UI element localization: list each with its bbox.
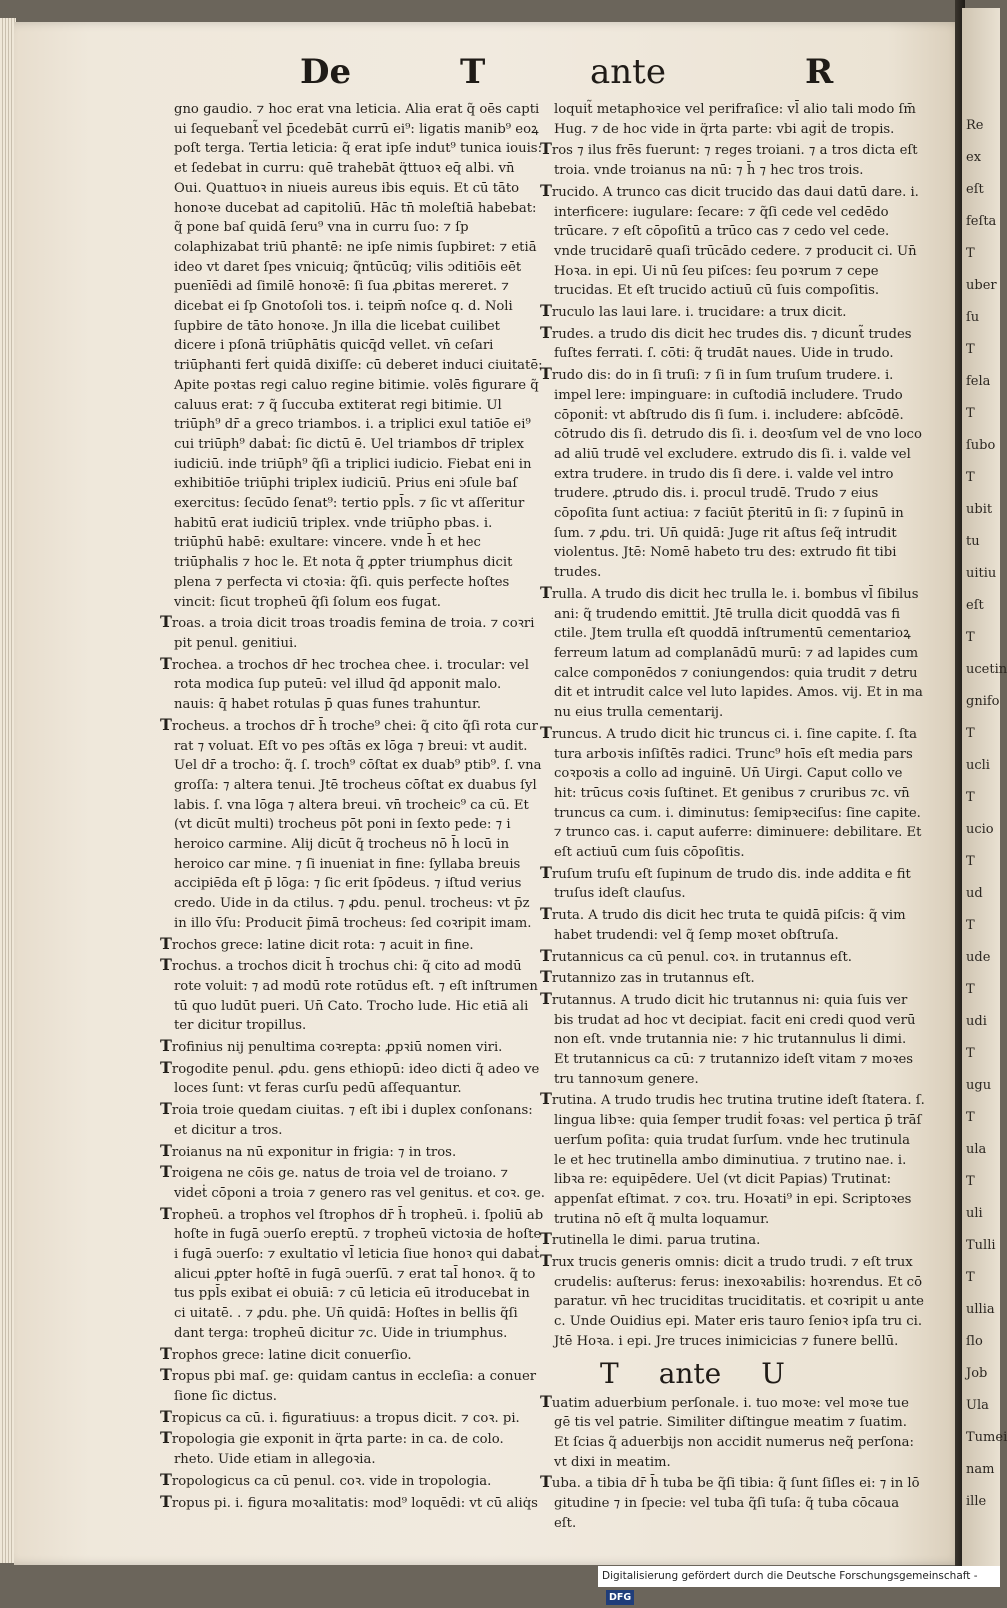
- next-page-fragment: ſu: [966, 310, 980, 325]
- next-page-fragment: eſt: [966, 598, 984, 613]
- next-page-fragment: T: [966, 726, 975, 741]
- entry-text: rucido. A trunco cas dicit trucido das daui datū dare. i. interficere: iugulare: ſecare: ⁊ q̃ſi cede vel cedēdo trūcare. ⁊ eſt cōpoſitū a trūco cas ⁊ cedo vel cede. vnde trucidarē quaſi trūcādo cedere. ⁊ producit ci. Un̄ Hoꝛa. in epi. Ui nū ſeu piſces: ſeu poꝛrum ⁊ cepe trucidas. Et eſt trucido actiuū cū ſuis compoſitis.: [551, 184, 919, 299]
- dictionary-entry: [160, 955, 545, 1036]
- next-page-fragment: T: [966, 982, 975, 997]
- dictionary-entry: [540, 364, 925, 583]
- entry-initial: T: [160, 1057, 172, 1077]
- dictionary-entry: [160, 1470, 545, 1492]
- entry-text: roigena ne cōis ge. natus de troia vel de troiano. ⁊ videṫ cōponi a troia ⁊ genero ras vel genitus. et coꝛ. ge.: [171, 1166, 545, 1201]
- next-page-fragment: T: [966, 246, 975, 261]
- dictionary-entry: [160, 1058, 545, 1099]
- entry-text: ropicus ca cū. i. figuratiuus: a tropus dicit. ⁊ coꝛ. pi.: [171, 1410, 520, 1426]
- entry-initial: T: [540, 1391, 552, 1411]
- next-page-fragment: Tumei: [966, 1430, 1007, 1445]
- entry-initial: T: [160, 1491, 172, 1511]
- dfg-logo: DFG: [606, 1590, 634, 1605]
- entry-initial: T: [540, 862, 552, 882]
- dictionary-entry: [540, 301, 925, 323]
- next-page-fragment: udi: [966, 1014, 987, 1029]
- dictionary-entry: [160, 654, 545, 715]
- entry-initial: T: [540, 1472, 552, 1492]
- next-page-fragment: T: [966, 630, 975, 645]
- entry-text: rochos grece: latine dicit rota: ⁊ acuit in fine.: [171, 937, 474, 953]
- next-page-fragment: ugu: [966, 1078, 992, 1093]
- entry-text: rogodite penul. ꝓdu. gens ethiopū: ideo dicti q̃ adeo ve loces ſunt: vt feras curſu pedū aſſequantur.: [171, 1061, 540, 1097]
- entry-initial: T: [160, 612, 172, 632]
- next-page-fragment: Ula: [966, 1398, 989, 1413]
- entry-initial: T: [160, 1203, 172, 1223]
- next-page-edge: [962, 8, 1007, 1568]
- entry-text: uatim aduerbium perſonale. i. tuo moꝛe: vel moꝛe tue gē tis vel patrie. Similiter diſtingue meatim ⁊ ſuatim. Et ſcias q̃ aduerbijs non accidit numerus neq̃ perſona: vt dixi in meatim.: [551, 1395, 914, 1470]
- entry-text: ruculo las laui lare. i. trucidare: a trux dicit.: [551, 305, 847, 321]
- dictionary-entry: [160, 1036, 545, 1058]
- entry-initial: T: [540, 945, 552, 965]
- running-head-right-letter: R: [805, 52, 834, 92]
- entry-initial: T: [540, 1251, 552, 1271]
- dictionary-entry: [540, 1472, 925, 1533]
- dictionary-entry: [540, 323, 925, 364]
- entry-initial: T: [160, 1365, 172, 1385]
- entry-initial: T: [540, 904, 552, 924]
- dictionary-entry: [160, 1428, 545, 1469]
- next-page-fragment: T: [966, 790, 975, 805]
- next-page-fragment: gnifo: [966, 694, 1000, 709]
- next-page-fragment: T: [966, 1046, 975, 1061]
- next-page-fragment: uber: [966, 278, 997, 293]
- entry-initial: T: [160, 653, 172, 673]
- entry-text: ropologia gie exponit in q̈rta parte: in ca. de colo. rheto. Uide etiam in allegoꝛia.: [171, 1432, 504, 1468]
- entry-initial: T: [540, 322, 552, 342]
- entry-text: ropus pbi maſ. ge: quidam cantus in eccleſia: a conuer ſione ſic dictus.: [171, 1369, 537, 1404]
- entry-initial: T: [540, 722, 552, 742]
- next-page-fragment: ud: [966, 886, 983, 901]
- dictionary-entry: [160, 1099, 545, 1140]
- dictionary-entry: [540, 904, 925, 945]
- next-page-fragment: fela: [966, 374, 991, 389]
- next-page-fragment: tu: [966, 534, 980, 549]
- dictionary-entry: [540, 181, 925, 301]
- entry-text: roas. a troia dicit troas troadis femina de troia. ⁊ coꝛri pit penul. genitiui.: [171, 616, 535, 651]
- section-heading-letter: T: [600, 1356, 619, 1390]
- running-head-letter: T: [460, 52, 486, 92]
- entry-text: rutinella le dimi. parua trutina.: [551, 1233, 761, 1249]
- footer-credit: [598, 1566, 1000, 1603]
- dictionary-entry: [540, 100, 925, 139]
- dictionary-entry: [540, 989, 925, 1090]
- dictionary-entry: [160, 1365, 545, 1406]
- footer-text: Digitalisierung gefördert durch die Deutsche Forschungsgemeinschaft -: [602, 1570, 978, 1582]
- entry-initial: T: [160, 933, 172, 953]
- entry-text: ros ⁊ ilus frēs fuerunt: ⁊ reges troiani. ⁊ a tros dicta eſt troia. vnde troianus na nū: ⁊ h̄ ⁊ hec tros trois.: [551, 143, 918, 179]
- next-page-fragment: ullia: [966, 1302, 995, 1317]
- entry-text: ropheū. a trophos vel ſtrophos dr̄ h̄ tropheū. i. ſpoliū ab hoſte in fugā ↄuerſo ereptū. ⁊ tropheū victoꝛia de hoſte i fugā ↄuerſo: ⁊ exultatio vl̄ leticia ſiue honoꝛ qui dabaṫ alicui ꝓpter hoſtē in fugā ↄuerſū. ⁊ erat tal̄ honoꝛ. q̃ to tus ppl̄s exibat ei obuiā: ⁊ cū leticia eū itroducebat in ci uitatē. . ⁊ ꝓdu. phe. Un̄ quidā: Hoſtes in bellis q̃ſi dant terga: tropheū dicitur ⁊c. Uide in triumphus.: [171, 1207, 544, 1341]
- entry-initial: T: [160, 1099, 172, 1119]
- dictionary-entry: [160, 1407, 545, 1429]
- next-page-fragment: T: [966, 342, 975, 357]
- dictionary-entry: [540, 946, 925, 968]
- entry-text: rudes. a trudo dis dicit hec trudes dis. ⁊ dicunt̃ trudes fuſtes ferrati. ſ. cōti: q̃ trudāt naues. Uide in trudo.: [551, 326, 912, 362]
- next-page-fragment: T: [966, 1270, 975, 1285]
- dictionary-entry: [540, 967, 925, 989]
- entry-text: rocheus. a trochos dr̄ h̄ troche⁹ chei: q̃ cito q̃ſi rota cur rat ⁊ voluat. Eſt vo pes ↄſtās ex lōga ⁊ breui: vt audit. Uel dr̄ a trocho: q̃. ſ. troch⁹ cōſtat ex duab⁹ ptib⁹. ſ. vna groſſa: ⁊ altera tenui. Jtē trocheus cōſtat ex duabus ſyl labis. ſ. vna lōga ⁊ altera breui. vn̄ trocheic⁹ ca cū. Et (vt dicūt multi) trocheus pōt poni in ſexto pede: ⁊ i heroico carmine. Alij dicūt q̃ trocheus nō h̄ locū in heroico car mine. ⁊ ſi inueniat in fine: ſyllaba breuis accipiēda eſt p̄ lōga: ⁊ ſic erit ſpōdeus. ⁊ iſtud verius credo. Uide in da ctilus. ⁊ ꝓdu. penul. trocheus: vt p̄z in illo v̄ſu: Producit p̄imā trocheus: ſed coꝛripit imam.: [171, 718, 542, 931]
- next-page-fragment: ubit: [966, 502, 993, 517]
- entry-text: rulla. A trudo dis dicit hec trulla le. i. bombus vl̄ ſibilus ani: q̃ trudendo emittiṫ. Jtē trulla dicit quoddā vas fi ctile. Jtem trulla eſt quoddā inſtrumentū cementarioꝝ ferreum latum ad complanādū murū: ⁊ ad lapides cum calce componēdos ⁊ coniungendos: quia trudit ⁊ detru dit et intrudit calce vel luto lapides. Amos. vij. Et in ma nu eius trulla cementarij.: [551, 586, 923, 721]
- next-page-fragment: ucli: [966, 758, 990, 773]
- dictionary-entry: [540, 863, 925, 904]
- entry-text: rophos grece: latine dicit conuerſio.: [171, 1347, 412, 1363]
- next-page-fragment: Job: [966, 1366, 988, 1381]
- entry-text: roia troie quedam ciuitas. ⁊ eſt ibi i duplex conſonans: et dicitur a tros.: [171, 1103, 533, 1138]
- entry-initial: T: [540, 988, 552, 1008]
- entry-text: ruta. A trudo dis dicit hec truta te quidā piſcis: q̃ vim habet trudendi: vel q̃ ſemp moꝛet obſtruſa.: [551, 908, 906, 943]
- entry-text: rutannus. A trudo dicit hic trutannus ni: quia ſuis ver bis trudat ad hoc vt decipiat. facit eni credi quod verū non eſt. vnde trutannia nie: ⁊ hic trutannulus li dimi. Et trutannicus ca cū: ⁊ trutannizo ideſt vitam ⁊ moꝛes tru tannoꝛum genere.: [551, 992, 916, 1087]
- next-page-fragment: ille: [966, 1494, 987, 1509]
- entry-initial: T: [160, 1343, 172, 1363]
- entry-initial: T: [540, 1089, 552, 1109]
- right-column: [540, 100, 925, 1534]
- dictionary-entry: [160, 1344, 545, 1366]
- entry-initial: T: [540, 364, 552, 384]
- entry-text: rux trucis generis omnis: dicit a trudo trudi. ⁊ eſt trux crudelis: auſterus: ferus: inexoꝛabilis: hoꝛrendus. Et cō paratur. vn̄ hec truciditas truciditatis. et coꝛripit u ante c. Unde Ouidius epi. Mater eris tauro ſenioꝛ ipſa tru ci. Jtē Hoꝛa. i epi. Jre truces inimicicias ⁊ funere bellū.: [551, 1255, 924, 1349]
- next-page-fragment: nam: [966, 1462, 995, 1477]
- next-page-fragment: T: [966, 1110, 975, 1125]
- entry-text: ropus pi. i. figura moꝛalitatis: mod⁹ loquēdi: vt cū aliq̇s: [171, 1495, 538, 1511]
- entry-text: rudo dis: do in ſi truſi: ⁊ ſi in ſum truſum trudere. i. impel lere: impinguare: in cuſtodiā includere. Trudo cōponiṫ: vt abſtrudo dis ſi ſum. i. includere: abſcōdē. cōtrudo dis ſi. detrudo dis ſi. i. deoꝛſum vel de vno loco ad aliū trudē vel excludere. extrudo dis ſi. i. valde vel extra trudere. in trudo dis ſi dere. i. valde vel intro trudere. ꝓtrudo dis. i. procul trudē. Trudo ⁊ eius cōpoſita ſunt actiua: ⁊ faciūt p̄teritū in ſi: ⁊ ſupinū in ſum. ⁊ ꝓdu. tri. Un̄ quidā: Juge rit aſtus ſeq̃ intrudit violentus. Jtē: Nomē habeto tru des: extrudo fit tibi trudes.: [551, 368, 922, 581]
- next-page-fragment: T: [966, 1174, 975, 1189]
- section-heading: [540, 1358, 925, 1390]
- entry-initial: T: [160, 1036, 172, 1056]
- entry-initial: T: [540, 139, 552, 159]
- entry-text: ruſum truſu eſt ſupinum de trudo dis. inde addita e fit truſus ideſt clauſus.: [551, 866, 911, 902]
- dictionary-entry: [160, 1141, 545, 1163]
- next-page-fragment: ude: [966, 950, 991, 965]
- entry-initial: T: [160, 955, 172, 975]
- next-page-fragment: Re: [966, 118, 984, 133]
- next-page-fragment: ſlo: [966, 1334, 983, 1349]
- entry-text: rochus. a trochos dicit h̄ trochus chi: q̃ cito ad modū rote voluit: ⁊ ad modū rote rotūdus eſt. ⁊ eſt inſtrumen tū quo ludūt pueri. Un̄ Cato. Trocho lude. Hic etiā ali ter dicitur tropillus.: [171, 959, 538, 1034]
- entry-text: rofinius nij penultima coꝛrepta: ꝓpꝛiū nomen viri.: [171, 1040, 503, 1056]
- entry-initial: T: [160, 1428, 172, 1448]
- entry-text: rutina. A trudo trudis hec trutina trutine ideſt ſtatera. ſ. lingua libꝛe: quia ſemper trudiṫ foꝛas: vel pertica p̄ trāſ uerſum poſita: quia trudat ſurſum. vnde hec trutinula le et hec trutinella ambo diminutiua. ⁊ trutino nae. i. libꝛa re: equipēdere. Uel (vt dicit Papias) Trutinat: appenſat eſtimat. ⁊ coꝛ. tru. Hoꝛati⁹ in epi. Scriptoꝛes trutina nō eſt q̃ multa loquamur.: [551, 1093, 925, 1227]
- section-heading-ante: ante: [658, 1356, 722, 1390]
- entry-initial: T: [160, 1469, 172, 1489]
- dictionary-entry: [540, 1392, 925, 1473]
- entry-initial: T: [540, 301, 552, 321]
- dictionary-entry: [540, 723, 925, 863]
- dictionary-entry: [160, 612, 545, 653]
- dictionary-entry: [540, 583, 925, 723]
- next-page-fragment: uli: [966, 1206, 983, 1221]
- entry-text: rochea. a trochos dr̄ hec trochea chee. i. trocular: vel rota modica ſup puteū: vel illud q̄d apponit malo. nauis: q̄ habet rotulas p̄ quas funes trahuntur.: [171, 657, 529, 713]
- dictionary-entry: [160, 934, 545, 956]
- entry-initial: T: [540, 582, 552, 602]
- left-column: [160, 100, 545, 1513]
- next-page-fragment: ucetin: [966, 662, 1007, 677]
- next-page-fragment: T: [966, 918, 975, 933]
- next-page-fragment: ucio: [966, 822, 994, 837]
- next-page-fragment: T: [966, 470, 975, 485]
- dictionary-entry: [540, 1251, 925, 1352]
- entry-initial: T: [160, 714, 172, 734]
- dictionary-entry: [160, 1204, 545, 1344]
- dictionary-entry: [540, 1229, 925, 1251]
- entry-text: rutannicus ca cū penul. coꝛ. in trutannus eſt.: [551, 949, 852, 965]
- entry-text: ropologicus ca cū penul. coꝛ. vide in tropologia.: [171, 1473, 492, 1489]
- next-page-fragment: ex: [966, 150, 982, 165]
- next-page-fragment: ſubo: [966, 438, 996, 453]
- next-page-fragment: eſt: [966, 182, 984, 197]
- entry-initial: T: [160, 1162, 172, 1182]
- dictionary-entry: [160, 1492, 545, 1514]
- entry-text: loquit̃ metaphoꝛice vel perifraſice: vl̄ alio tali modo ſm̄ Hug. ⁊ de hoc vide in q̈rta parte: vbi agiṫ de tropis.: [554, 102, 916, 137]
- next-page-fragment: T: [966, 854, 975, 869]
- dictionary-entry: [160, 100, 545, 612]
- entry-text: runcus. A trudo dicit hic truncus ci. i. ſine capite. ſ. ſta tura arboꝛis inſiſtēs radici. Trunc⁹ hoīs eſt media pars coꝛpoꝛis a collo ad inguinē. Un̄ Uirgi. Caput collo ve hit: trūcus coꝛis ſuſtinet. Et genibus ⁊ cruribus ⁊c. vn̄ truncus ca cum. i. diminutus: ſemipꝛeciſus: ſine capite. ⁊ trunco cas. i. caput auferre: diminuere: debilitare. Et eſt actiuū cum ſuis cōpoſitis.: [551, 726, 922, 861]
- next-page-fragment: uitiu: [966, 566, 997, 581]
- entry-text: rutannizo zas in trutannus eſt.: [551, 971, 755, 987]
- entry-text: roianus na nū exponitur in frigia: ⁊ in tros.: [171, 1144, 457, 1160]
- next-page-fragment: feſta: [966, 214, 997, 229]
- dictionary-entry: [540, 139, 925, 180]
- next-page-fragment: T: [966, 406, 975, 421]
- next-page-fragment: ula: [966, 1142, 987, 1157]
- entry-initial: T: [540, 1229, 552, 1249]
- dictionary-entry: [160, 1162, 545, 1203]
- running-head-ante: ante: [590, 52, 666, 92]
- entry-text: uba. a tibia dr̄ h̄ tuba be q̃ſi tibia: q̃ ſunt ſiſles ei: ⁊ in lō gitudine ⁊ in ſpecie: vel tuba q̃ſi tuſa: q̃ tuba cōcaua eſt.: [551, 1476, 920, 1531]
- dictionary-entry: [160, 715, 545, 934]
- entry-initial: T: [540, 967, 552, 987]
- entry-initial: T: [540, 180, 552, 200]
- next-page-fragment: Tulli: [966, 1238, 996, 1253]
- running-head-de: De: [300, 52, 352, 92]
- dictionary-entry: [540, 1089, 925, 1229]
- entry-initial: T: [160, 1140, 172, 1160]
- entry-initial: T: [160, 1406, 172, 1426]
- section-heading-next: U: [761, 1356, 785, 1390]
- entry-text: gno gaudio. ⁊ hoc erat vna leticia. Alia erat q̃ oēs capti ui ſequebant̃ vel p̄cedebāt currū ei⁹: ligatis manib⁹ eoꝝ poſt terga. Tertia leticia: q̃ erat ipſe indut⁹ tunica iouis: et ſedebat in curru: quē trahebāt q̈ttuoꝛ eq̄ albi. vn̄ Oui. Quattuoꝛ in niueis aureus ibis equis. Et cū tāto honoꝛe ducebat ad capitoliū. Hāc tn̄ moleſtiā habebat: q̃ pone baſ quidā ſeru⁹ vna in curru ſuo: ⁊ ſp colaphizabat triū phantē: ne ipſe nimis ſupbiret: ⁊ etiā ideo vt daret ſpes vnicuiq; q̃ntūcūq; vilis ↄditiōis eēt puenīēdi ad ſimilē honoꝛē: ſi ſua ꝓbitas mereret. ⁊ dicebat ei ſp Gnotoſoli tos. i. teipm̄ noſce q. d. Noli ſupbire de tāto honoꝛe. Jn illa die licebat cuilibet dicere i pſonā triūphātis quicq̄d vellet. vn̄ ceſari triūphanti ferṫ quidā dixiſſe: cū deberet induci ciuitatē: Apite poꝛtas regi caluo regine bitimie. volēs figurare q̃ caluus erat: ⁊ q̃ ſuccuba extiterat regi bitimie. Ul triūph⁹ dr̄ a greco triambos. i. a triplici exul tatiōe ei⁹ cui triūph⁹ dabaṫ: ſic dictū ē. Uel triambos dr̄ triplex iudiciū. inde triūph⁹ q̃ſi a triplici iudicio. Fiebat eni in exhibitiōe triūphi triplex iudiciū. Prius eni ↄſule baſ exercitus: ſecūdo ſenat⁹: tertio ppl̄s. ⁊ ſic vt aſſeritur habitū erat iudiciū triplex. vnde triūpho pbas. i. triūphū habē: exultare: vincere. vnde h̄ et hec triūphalis ⁊ hoc le. Et nota q̃ ꝓpter triumphus dicit plena ⁊ perfecta vi ctoꝛia: q̃ſi. quis perfecte hoſtes vincit: ſicut tropheū q̃ſi ſolum eos fugat.: [174, 102, 543, 610]
